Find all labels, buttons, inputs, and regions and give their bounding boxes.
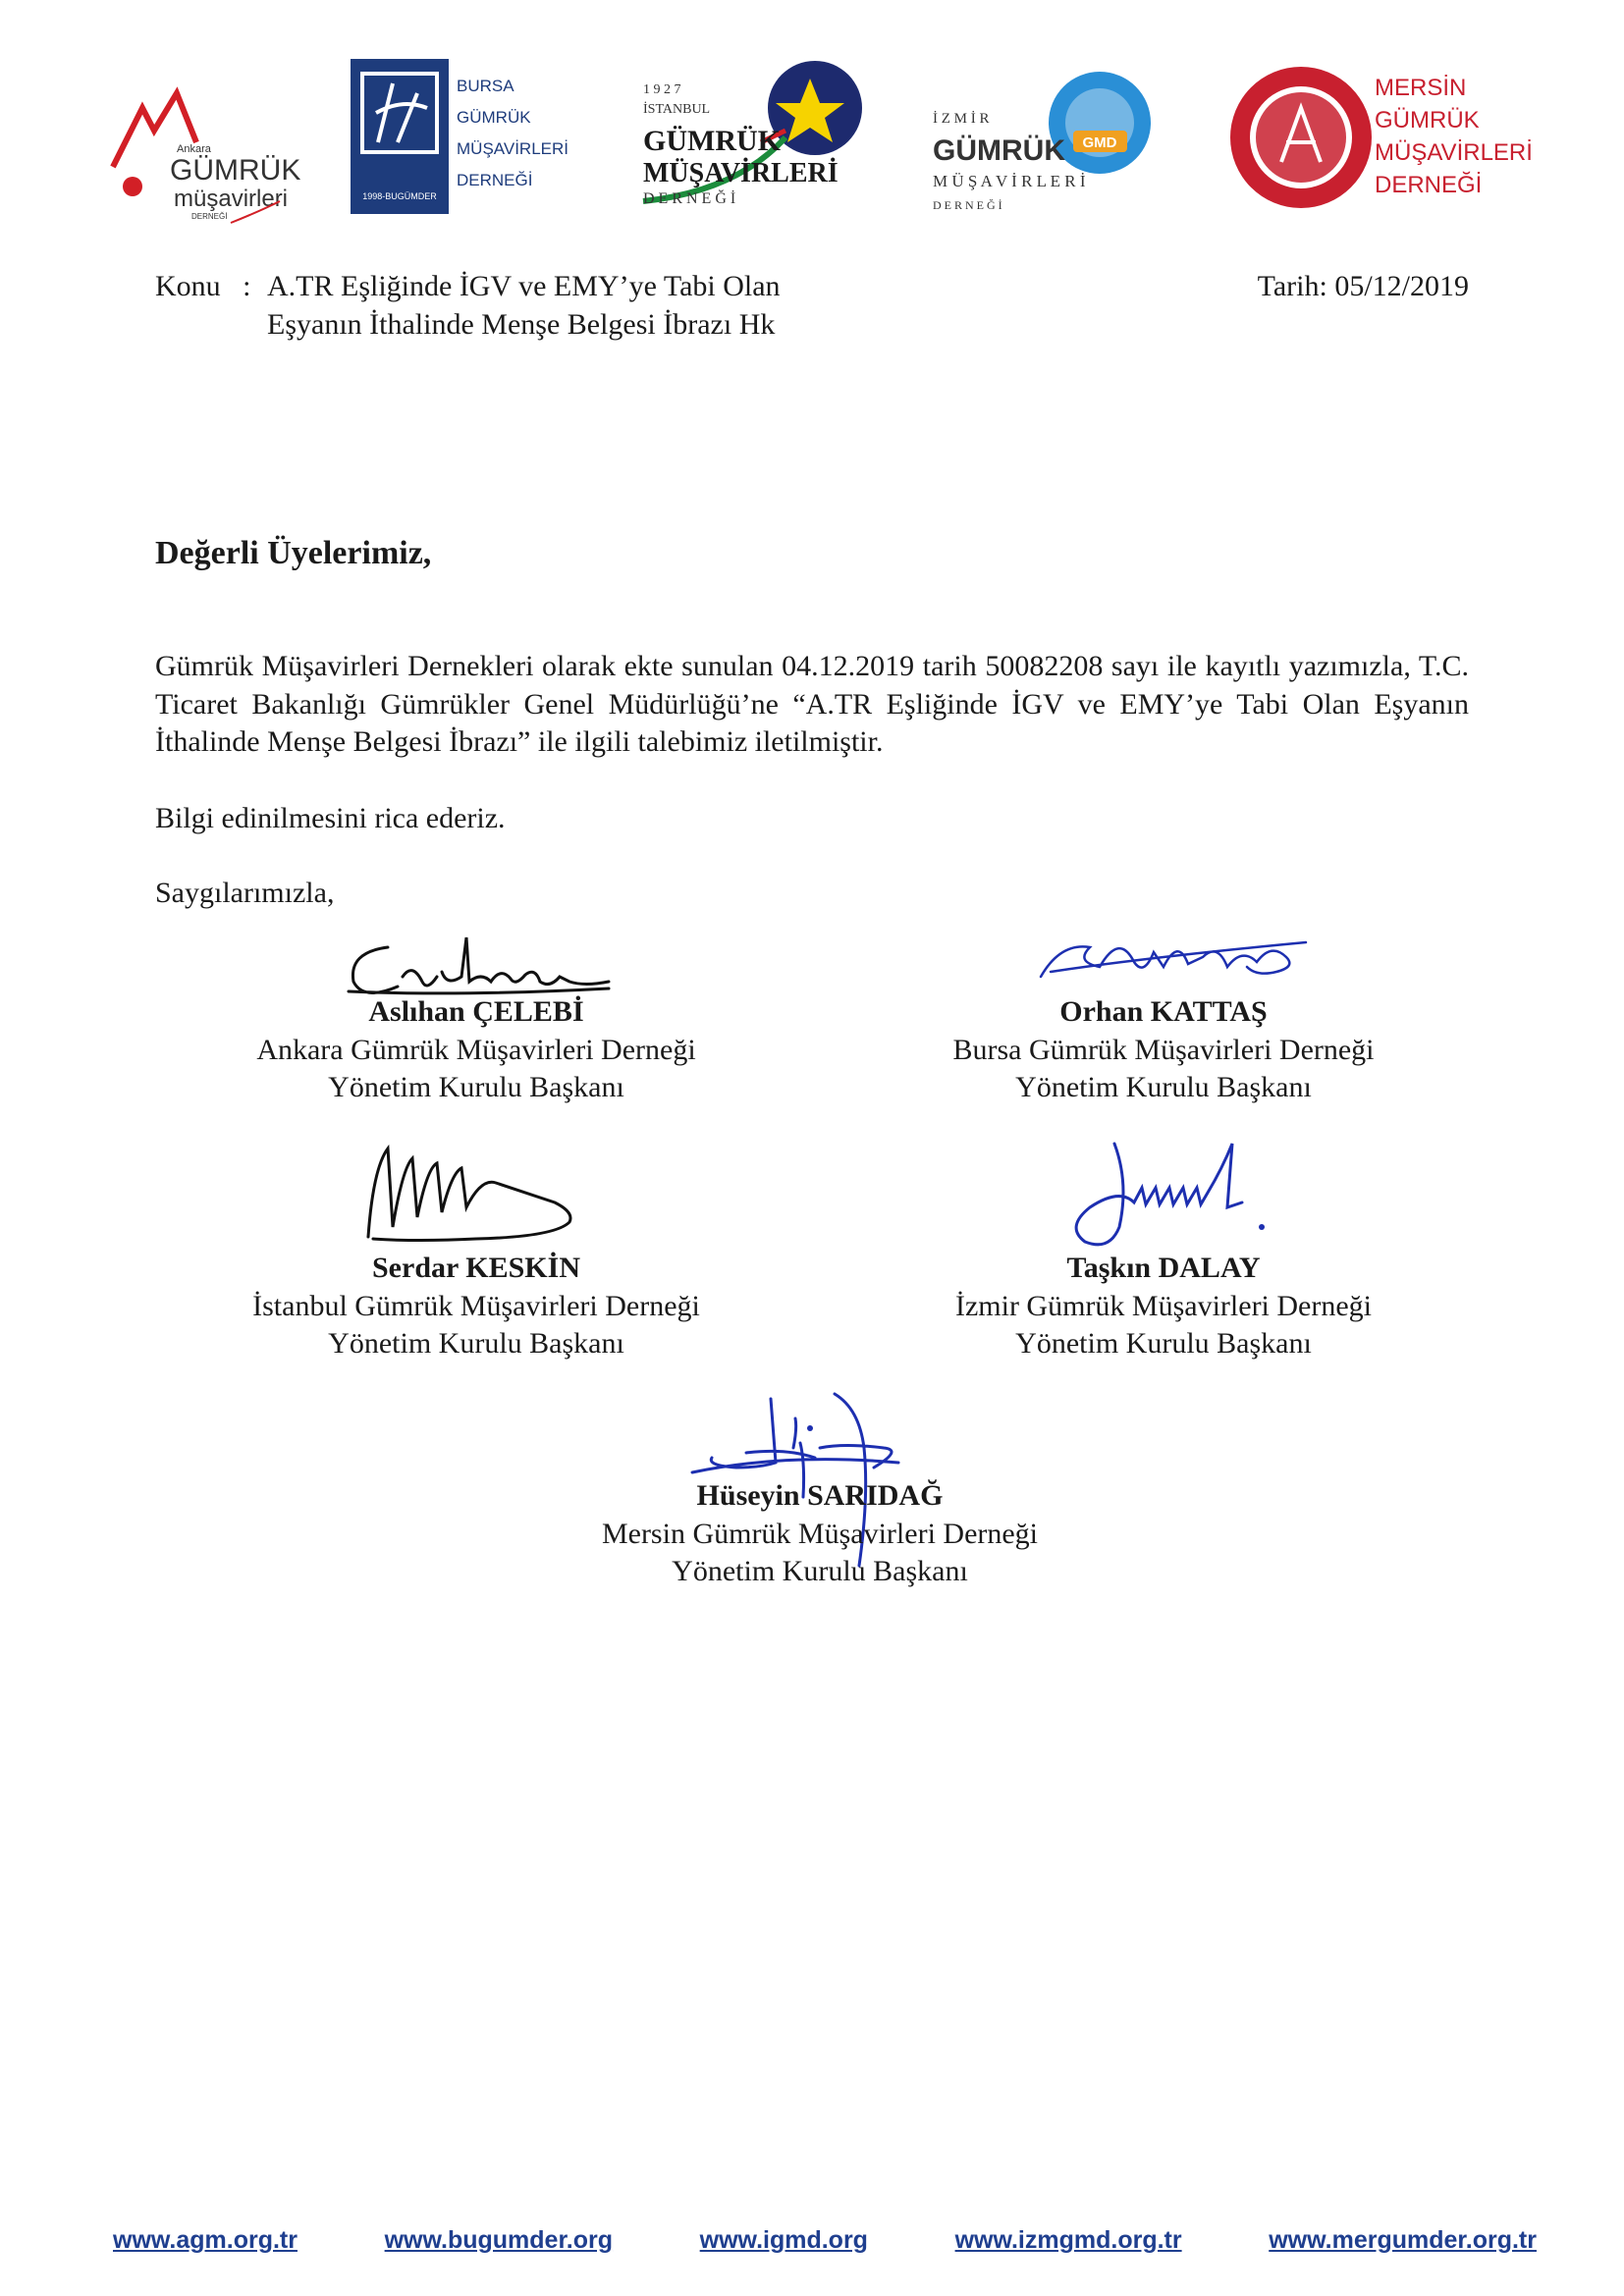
signature-image-dalay (1065, 1134, 1281, 1252)
signatory-name: Orhan KATTAŞ (1059, 995, 1268, 1028)
svg-text:1 9 2 7: 1 9 2 7 (643, 82, 681, 97)
signatory-4 (849, 1250, 1478, 1363)
svg-text:Ankara: Ankara (177, 143, 211, 155)
svg-text:GMD: GMD (1082, 134, 1117, 151)
svg-text:GÜMRÜK: GÜMRÜK (933, 134, 1065, 167)
logo-mersin (1227, 54, 1533, 221)
svg-text:GÜMRÜK: GÜMRÜK (170, 154, 301, 187)
footer-link-mergumder[interactable]: www.mergumder.org.tr (1269, 2226, 1537, 2254)
footer-link-agm[interactable]: www.agm.org.tr (113, 2226, 298, 2254)
signatory-name: Hüseyin SARIDAĞ (696, 1479, 944, 1512)
logo-ankara (83, 54, 301, 221)
signatory-role: Yönetim Kurulu Başkanı (328, 1071, 624, 1103)
svg-text:D E R N E Ğ İ: D E R N E Ğ İ (933, 198, 1002, 212)
subject-colon: : (243, 270, 251, 302)
subject-block (155, 267, 781, 344)
logo-izmir (928, 54, 1154, 221)
subject-line-2: Eşyanın İthalinde Menşe Belgesi İbrazı Hk (267, 308, 776, 341)
signature-image-keskin (358, 1129, 594, 1247)
svg-text:DERNEĞİ: DERNEĞİ (457, 171, 533, 189)
signatory-organization: Bursa Gümrük Müşavirleri Derneği (952, 1033, 1375, 1066)
footer-link-izmgmd[interactable]: www.izmgmd.org.tr (954, 2226, 1182, 2254)
signatory-organization: Mersin Gümrük Müşavirleri Derneği (601, 1517, 1039, 1550)
svg-text:İSTANBUL: İSTANBUL (643, 102, 711, 117)
signature-image-kattas (1031, 923, 1326, 991)
signatory-role: Yönetim Kurulu Başkanı (1015, 1071, 1312, 1103)
signatory-organization: Ankara Gümrük Müşavirleri Derneği (256, 1033, 696, 1066)
greeting: Değerli Üyelerimiz, (155, 535, 432, 571)
request-line: Bilgi edinilmesini rica ederiz. (155, 802, 506, 834)
svg-text:İ Z M İ R: İ Z M İ R (933, 111, 990, 127)
svg-text:1998-BUGÜMDER: 1998-BUGÜMDER (362, 191, 437, 201)
svg-text:DERNEĞİ: DERNEĞİ (191, 212, 228, 221)
footer-link-bugumder[interactable]: www.bugumder.org (384, 2226, 614, 2254)
svg-text:D E R N E Ğ İ: D E R N E Ğ İ (643, 190, 736, 207)
svg-text:müşavirleri: müşavirleri (174, 186, 289, 212)
signatory-role: Yönetim Kurulu Başkanı (328, 1327, 624, 1360)
signatory-role: Yönetim Kurulu Başkanı (672, 1555, 968, 1587)
closing-line: Saygılarımızla, (155, 877, 335, 909)
signatory-3 (162, 1250, 790, 1363)
signatory-organization: İzmir Gümrük Müşavirleri Derneği (954, 1289, 1373, 1322)
svg-text:MÜŞAVİRLERİ: MÜŞAVİRLERİ (643, 158, 839, 188)
signatory-name: Aslıhan ÇELEBİ (368, 995, 584, 1028)
logo-istanbul (638, 54, 864, 221)
letter-date: Tarih: 05/12/2019 (1257, 270, 1469, 302)
signatory-5 (506, 1477, 1134, 1591)
svg-text:M Ü Ş A V İ R L E R İ: M Ü Ş A V İ R L E R İ (933, 172, 1086, 190)
signatory-name: Serdar KESKİN (372, 1252, 580, 1284)
svg-text:GÜMRÜK: GÜMRÜK (1375, 107, 1480, 133)
svg-text:MERSİN: MERSİN (1375, 75, 1467, 101)
footer-link-igmd[interactable]: www.igmd.org (699, 2226, 868, 2254)
svg-text:GÜMRÜK: GÜMRÜK (457, 108, 531, 127)
signatory-2 (849, 993, 1478, 1107)
subject-line-1: A.TR Eşliğinde İGV ve EMY’ye Tabi Olan (267, 270, 781, 302)
svg-text:GÜMRÜK: GÜMRÜK (643, 125, 781, 157)
svg-text:MÜŞAVİRLERİ: MÜŞAVİRLERİ (457, 139, 568, 158)
signatory-organization: İstanbul Gümrük Müşavirleri Derneği (252, 1289, 700, 1322)
footer-links (113, 2226, 1537, 2255)
svg-text:MÜŞAVİRLERİ: MÜŞAVİRLERİ (1375, 139, 1533, 166)
logo-bursa (349, 54, 568, 221)
letter-body: Gümrük Müşavirleri Dernekleri olarak ekte sunulan 04.12.2019 tarih 50082208 sayı ile kayıtlı yazımızla, T.C. Ticaret Bakanlığı Gümrükler Genel Müdürlüğü’ne “A.TR Eşliğinde İGV ve EMY’ye Tabi Olan Eşyanın İthalinde Menşe Belgesi İbrazı” ile ilgili talebimiz iletilmiştir. (155, 650, 1469, 758)
subject-label: Konu (155, 270, 221, 302)
signatory-1 (162, 993, 790, 1107)
signatory-role: Yönetim Kurulu Başkanı (1015, 1327, 1312, 1360)
signatory-name: Taşkın DALAY (1066, 1252, 1261, 1284)
svg-text:DERNEĞİ: DERNEĞİ (1375, 172, 1483, 198)
svg-text:BURSA: BURSA (457, 77, 514, 95)
